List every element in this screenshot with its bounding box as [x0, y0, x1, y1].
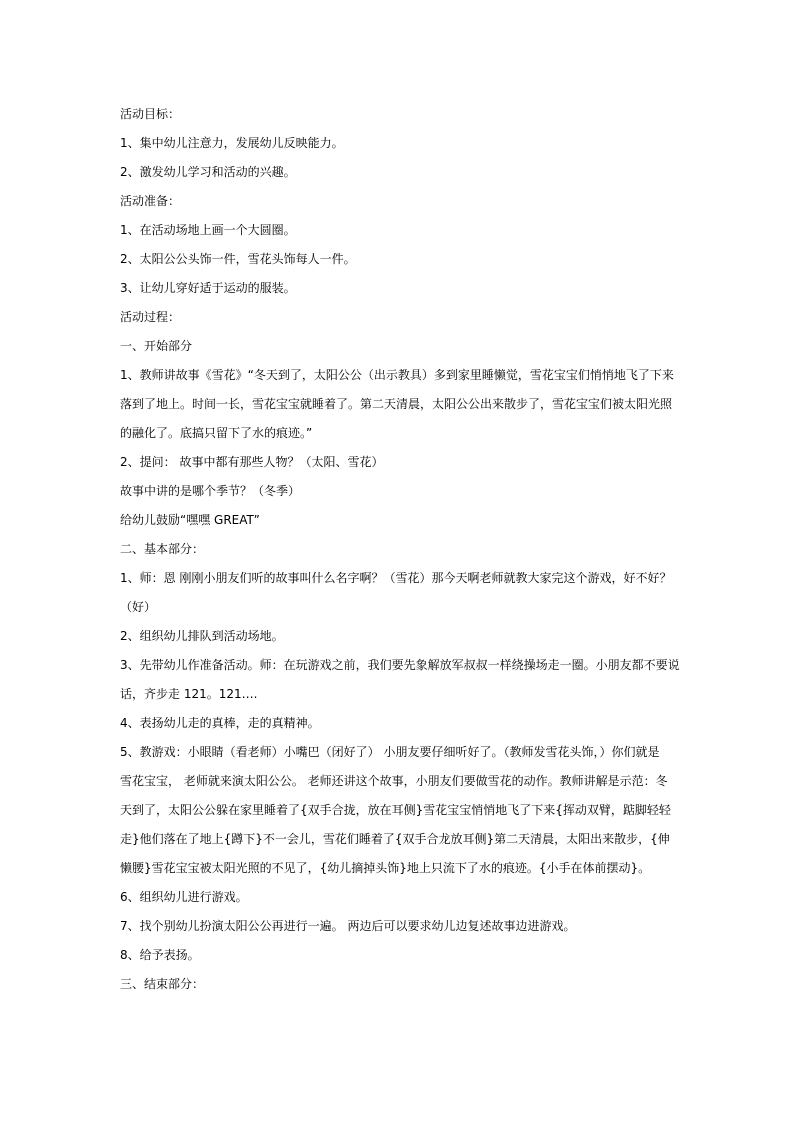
- paragraph-line: 4、表扬幼儿走的真棒，走的真精神。: [120, 716, 320, 730]
- paragraph-line: 2、提问： 故事中都有那些人物？（太阳、雪花）: [120, 455, 384, 469]
- paragraph-line: 5、教游戏：小眼睛（看老师）小嘴巴（闭好了） 小朋友要仔细听好了。（教师发雪花头饰，）你们就是: [120, 745, 660, 759]
- paragraph-line: （好）: [120, 600, 157, 614]
- paragraph-line: 走}他们落在了地上{蹲下}不一会儿，雪花们睡着了{双手合龙放耳侧}第二天清晨，太阳出来散步，{伸: [120, 832, 670, 846]
- paragraph-line: 7、找个别幼儿扮演太阳公公再进行一遍。 两边后可以要求幼儿边复述故事边进游戏。: [120, 919, 576, 933]
- paragraph-line: 1、教师讲故事《雪花》“冬天到了，太阳公公（出示教具）多到家里睡懒觉，雪花宝宝们悄悄地飞了下来: [120, 368, 674, 382]
- goal-item-1: 1、集中幼儿注意力，发展幼儿反映能力。: [120, 136, 344, 150]
- paragraph-line: 落到了地上。时间一长，雪花宝宝就睡着了。第二天清晨，太阳公公出来散步了，雪花宝宝们被太阳光照: [120, 397, 673, 411]
- paragraph-line: 3、先带幼儿作准备活动。师：在玩游戏之前，我们要先象解放军叔叔一样绕操场走一圈。小朋友都不要说: [120, 658, 680, 672]
- paragraph-line: 8、给予表扬。: [120, 948, 200, 962]
- paragraph-line: 天到了，太阳公公躲在家里睡着了{双手合拢，放在耳侧}雪花宝宝悄悄地飞了下来{挥动双臂，踮脚轻轻: [120, 803, 671, 817]
- section-heading-opening: 一、开始部分: [120, 339, 193, 353]
- preparation-item-2: 2、太阳公公头饰一件，雪花头饰每人一件。: [120, 252, 356, 266]
- goal-item-2: 2、激发幼儿学习和活动的兴趣。: [120, 165, 296, 179]
- paragraph-line: 懒腰}雪花宝宝被太阳光照的不见了，{幼儿摘掉头饰}地上只流下了水的痕迹。{小手在体前摆动}。: [120, 861, 651, 875]
- paragraph-line: 的融化了。底搞只留下了水的痕迹。”: [120, 426, 313, 440]
- document-page: [120, 100, 680, 999]
- heading-activity-goals: 活动目标：: [120, 107, 181, 121]
- paragraph-line: 故事中讲的是哪个季节？（冬季）: [120, 484, 301, 498]
- heading-activity-preparation: 活动准备：: [120, 194, 181, 208]
- section-heading-ending: 三、结束部分：: [120, 977, 205, 991]
- paragraph-line: 6、组织幼儿进行游戏。: [120, 890, 248, 904]
- paragraph-line: 1、师：恩 刚刚小朋友们听的故事叫什么名字啊？（雪花）那今天啊老师就教大家完这个游戏，好不好？: [120, 571, 672, 585]
- paragraph-line: 2、组织幼儿排队到活动场地。: [120, 629, 284, 643]
- paragraph-line: 话，齐步走 121。121….: [120, 687, 258, 701]
- paragraph-line: 雪花宝宝， 老师就来演太阳公公。 老师还讲这个故事，小朋友们要做雪花的动作。教师讲解是示范：冬: [120, 774, 668, 788]
- preparation-item-1: 1、在活动场地上画一个大圆圈。: [120, 223, 296, 237]
- preparation-item-3: 3、让幼儿穿好适于运动的服装。: [120, 281, 296, 295]
- paragraph-line: 给幼儿鼓励“嘿嘿 GREAT”: [120, 513, 260, 527]
- heading-activity-process: 活动过程：: [120, 310, 181, 324]
- section-heading-basic: 二、基本部分：: [120, 542, 205, 556]
